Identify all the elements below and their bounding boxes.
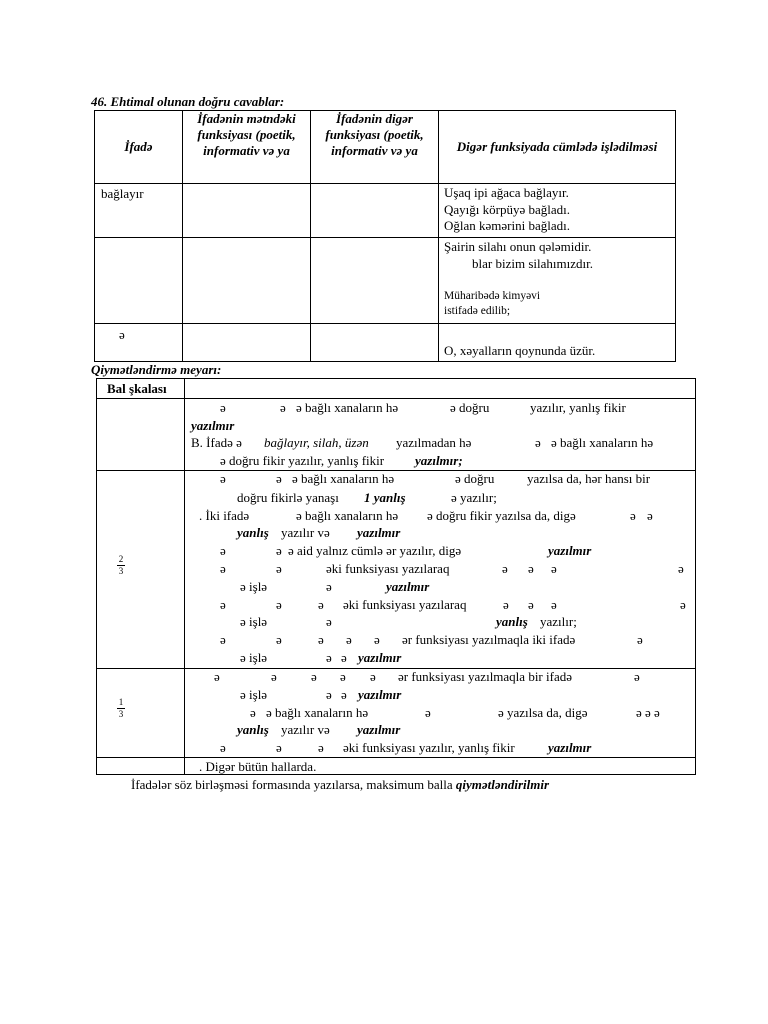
header-text-function: İfadənin mətndəki funksiyası (poetik, informativ və ya xyxy=(183,111,311,184)
page: 46. Ehtimal olunan doğru cavablar: İfadə İfadənin mətndəki funksiyası (poetik, informativ və ya İfadənin digər funksiyası (poetik, informativ və ya Digər funksiyada cümlədə işlədilməsi bağlayır Uşaq ipi ağaca bağlayır. Qayığı körpüyə bağladı. Oğlan kəmərini bağladı. Şairin silahı onun qələmidir. blar bizim silahımızdır. Müharibədə kimyəvi istifadə edilib; ə O, xəyalların qoynunda üzür. Qiymətləndirmə meyarı: Bal şkalası 2 3 1 3 ə ə ə bağlı xanaların hə ə doğru yazılır, yanlış fikir yazılmır B. İfadə ə bağlayır, silah, üzən yazılmadan hə ə ə bağlı xanaların hə ə doğru fikir yazılır, yanlış fikir yazılmır; ə ə ə bağlı xanaların hə ə doğru yazılsa da, hər hansı bir doğru fikirlə yanaşı 1 yanlış ə yazılır; . İki ifadə ə bağlı xanaların hə ə doğru fikir yazılsa da, digə ə ə yanlış yazılır və yazılmır ə ə ə aid yalnız cümlə ər yazılır, digə yazılmır ə ə əki funksiyası yazılaraq ə ə ə ə ə işlə ə yazılmır ə ə ə əki funksiyası yazılaraq ə ə ə ə ə işlə ə yanlış yazılır; ə ə ə ə ə ər funksiyası yazılmaqla iki ifadə ə ə işlə ə ə yazılmır ə ə ə ə ə ər funksiyası yazılmaqla bir ifadə ə ə işlə ə ə yazılmır ə ə bağlı xanaların hə ə ə yazılsa da, digə ə ə ə yanlış yazılır və yazılmır ə ə ə əki funksiyası yazılır, yanlış fikir yazılmır . Digər bütün hallarda. İfadələr söz birləşməsi formasında yazılarsa, maksimum balla qiymətləndirilmir xyxy=(0,0,768,1024)
header-ifade: İfadə xyxy=(95,111,183,184)
section-heading: 46. Ehtimal olunan doğru cavablar: xyxy=(91,94,285,109)
cell-empty xyxy=(183,238,311,324)
cell-usage-2: Şairin silahı onun qələmidir. blar bizim silahımızdır. Müharibədə kimyəvi istifadə edilib; xyxy=(439,238,676,324)
score-one-third xyxy=(97,669,185,758)
cell-empty xyxy=(311,238,439,324)
score-full xyxy=(97,399,185,471)
cell-empty xyxy=(183,184,311,238)
header-usage: Digər funksiyada cümlədə işlədilməsi xyxy=(439,111,676,184)
cell-empty xyxy=(95,238,183,324)
cell-word-3: ə xyxy=(95,324,183,362)
fraction-one-third: 1 3 xyxy=(118,697,124,719)
cell-usage-1: Uşaq ipi ağaca bağlayır. Qayığı körpüyə bağladı. Oğlan kəmərini bağladı. xyxy=(439,184,676,238)
score-two-thirds xyxy=(97,471,185,669)
criteria-heading: Qiymətləndirmə meyarı: xyxy=(91,362,222,377)
header-other-function: İfadənin digər funksiyası (poetik, informativ və ya xyxy=(311,111,439,184)
cell-usage-3: O, xəyalların qoynunda üzür. xyxy=(439,324,676,362)
cell-empty xyxy=(311,184,439,238)
cell-word-1: bağlayır xyxy=(95,184,183,238)
header-score: Bal şkalası xyxy=(97,379,185,399)
fraction-two-thirds: 2 3 xyxy=(118,554,124,576)
cell-empty xyxy=(311,324,439,362)
criteria-4-text: . Digər bütün hallarda. xyxy=(199,759,317,774)
answers-table xyxy=(94,110,676,362)
footer-note: İfadələr söz birləşməsi formasında yazılarsa, maksimum balla qiymətləndirilmir xyxy=(131,777,550,792)
cell-empty xyxy=(185,379,696,399)
cell-empty xyxy=(183,324,311,362)
score-zero xyxy=(97,758,185,775)
